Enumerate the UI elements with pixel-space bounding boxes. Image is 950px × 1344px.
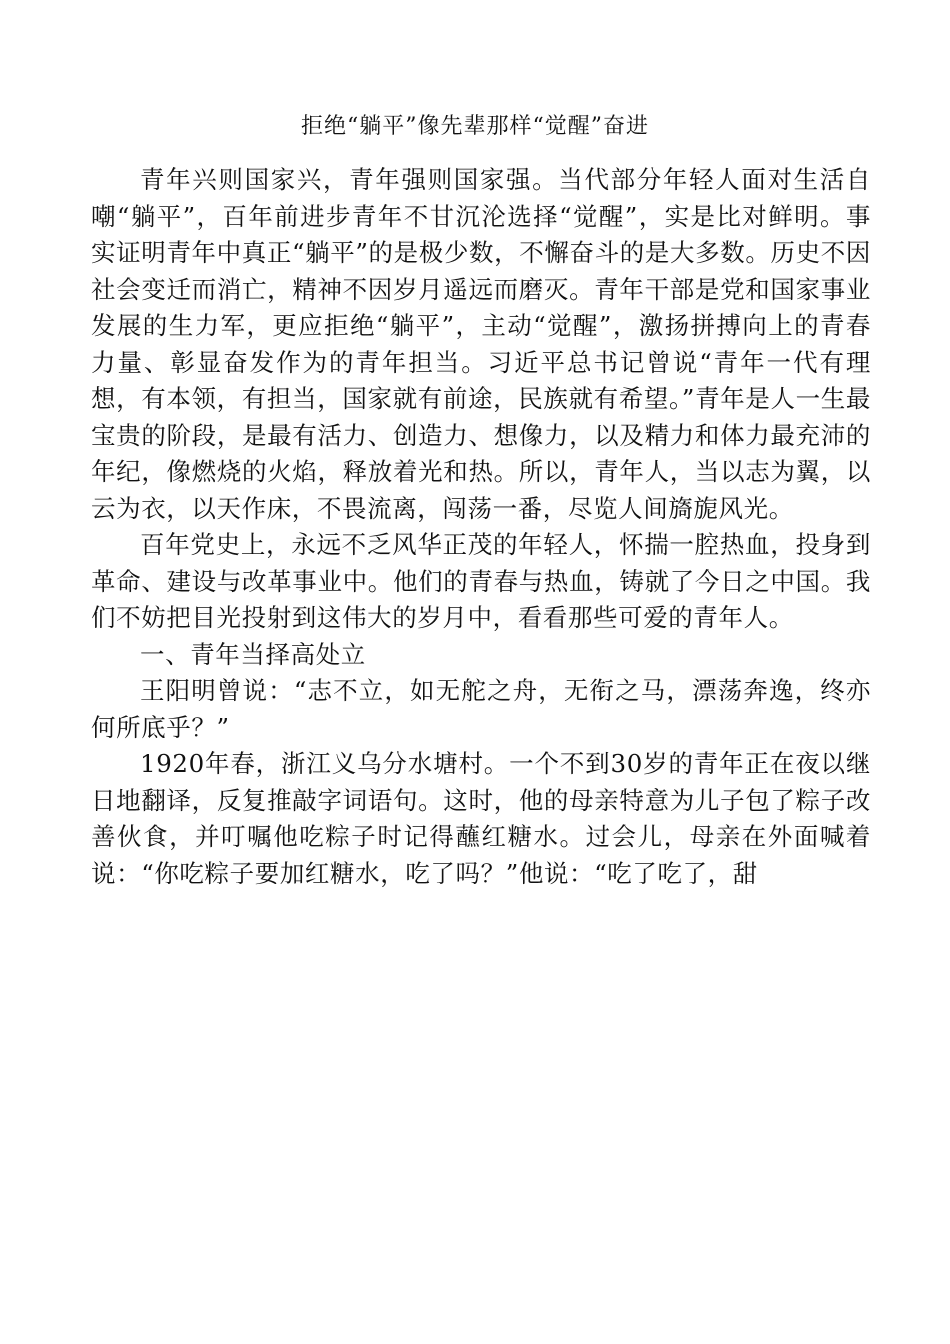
section-heading: 一、青年当择高处立 [140,639,366,669]
paragraph-intro: 青年兴则国家兴，青年强则国家强。当代部分年轻人面对生活自嘲“躺平”，百年前进步青年不甘沉沦选择“觉醒”，实是比对鲜明。事实证明青年中真正“躺平”的是极少数，不懈奋斗的是大多数。历史不因社会变迁而消亡，精神不因岁月遥远而磨灭。青年干部是党和国家事业发展的生力军，更应拒绝“躺平”，主动“觉醒”，激扬拼搏向上的青春力量、彰显奋发作为的青年担当。习近平总书记曾说“青年一代有理想，有本领，有担当，国家就有前途，民族就有希望。”青年是人一生最宝贵的阶段，是最有活力、创造力、想像力，以及精力和体力最充沛的年纪，像燃烧的火焰，释放着光和热。所以，青年人，当以志为翼，以云为衣，以天作床，不畏流离，闯荡一番，尽览人间旖旎风光。 [91,165,871,523]
paragraph-story: 1920年春，浙江义乌分水塘村。一个不到30岁的青年正在夜以继日地翻译，反复推敲字词语句。这时，他的母亲特意为儿子包了粽子改善伙食，并叮嘱他吃粽子时记得蘸红糖水。过会儿，母亲在外面喊着说：“你吃粽子要加红糖水，吃了吗？”他说：“吃了吃了，甜 [91,749,871,888]
paragraph-party-history: 百年党史上，永远不乏风华正茂的年轻人，怀揣一腔热血，投身到革命、建设与改革事业中。他们的青春与热血，铸就了今日之中国。我们不妨把目光投射到这伟大的岁月中，看看那些可爱的青年人。 [91,530,871,632]
document-title: 拒绝“躺平”像先辈那样“觉醒”奋进 [301,114,649,139]
paragraph-quote: 王阳明曾说：“志不立，如无舵之舟，无衔之马，漂荡奔逸，终亦何所底乎？” [91,676,871,742]
document-body [91,162,871,892]
